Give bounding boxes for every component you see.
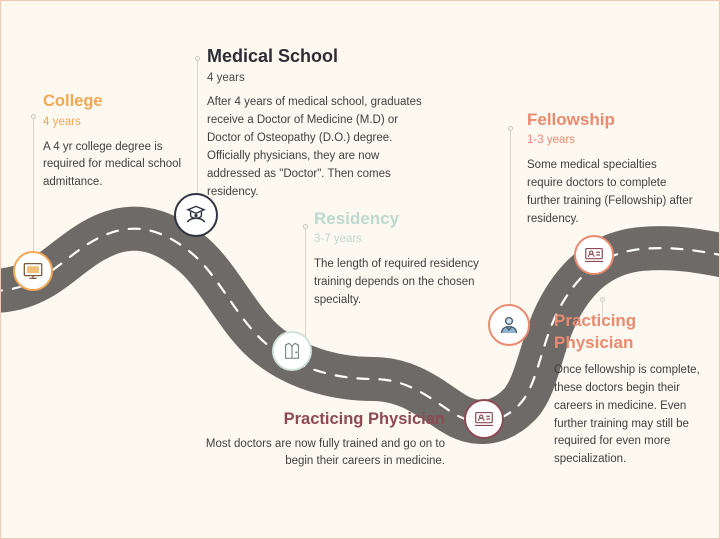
step-duration-fellowship: 1-3 years xyxy=(527,134,575,147)
step-block-college xyxy=(43,91,183,192)
doctor-at-desk-icon xyxy=(473,408,495,430)
doctor-coat-icon xyxy=(281,340,303,362)
connector-dot-medical-school xyxy=(195,56,200,61)
connector-residency xyxy=(305,229,306,339)
step-body-residency: The length of required residency training depends on the chosen specialty. xyxy=(314,258,479,306)
step-body-practicing-physician-1: Most doctors are now fully trained and go on to begin their careers in medicine. xyxy=(205,437,445,468)
step-block-practicing-physician-1 xyxy=(181,409,445,471)
step-title-practicing-physician-1: Practicing Physician xyxy=(283,410,445,428)
step-duration-medical-school: 4 years xyxy=(207,71,245,84)
connector-dot-fellowship xyxy=(508,126,513,131)
step-block-practicing-physician-2 xyxy=(554,310,700,469)
milestone-node-practicing-physician-1[interactable] xyxy=(464,399,504,439)
connector-college xyxy=(33,119,34,269)
step-block-fellowship xyxy=(527,109,695,228)
step-title-medical-school: Medical School xyxy=(207,46,339,66)
step-duration-residency: 3-7 years xyxy=(314,233,362,246)
step-title-college: College xyxy=(43,92,103,110)
step-duration-college: 4 years xyxy=(43,115,81,128)
step-title-fellowship: Fellowship xyxy=(527,110,615,129)
connector-medical-school xyxy=(197,61,198,209)
step-body-medical-school: After 4 years of medical school, graduates receive a Doctor of Medicine (M.D) or Doctor of Osteopathy (D.O.) degree. Officially physicians, they are now addressed as "Doctor". Then comes residency. xyxy=(207,96,422,198)
step-body-fellowship: Some medical specialties require doctors to complete further training (Fellowship) after residency. xyxy=(527,159,693,225)
step-block-medical-school xyxy=(207,45,425,201)
connector-dot-residency xyxy=(303,224,308,229)
connector-dot-college xyxy=(31,114,36,119)
milestone-node-college[interactable] xyxy=(13,251,53,291)
step-body-practicing-physician-2: Once fellowship is complete, these doctors begin their careers in medicine. Even further training may still be required for even more specialization. xyxy=(554,364,700,466)
step-block-residency xyxy=(314,208,492,310)
connector-dot-practicing-physician-2 xyxy=(600,297,605,302)
step-title-residency: Residency xyxy=(314,209,400,228)
step-title-practicing-physician-2: Practicing Physician xyxy=(554,311,637,353)
physician-portrait-icon xyxy=(497,313,521,337)
connector-fellowship xyxy=(510,131,511,311)
step-body-college: A 4 yr college degree is required for medical school admittance. xyxy=(43,140,182,189)
milestone-node-residency[interactable] xyxy=(272,331,312,371)
milestone-node-practicing-physician-2[interactable] xyxy=(488,304,530,346)
milestone-node-fellowship[interactable] xyxy=(574,235,614,275)
graduate-student-icon xyxy=(183,202,209,228)
diploma-certificate-icon xyxy=(22,260,44,282)
doctor-desk-icon xyxy=(583,244,605,266)
